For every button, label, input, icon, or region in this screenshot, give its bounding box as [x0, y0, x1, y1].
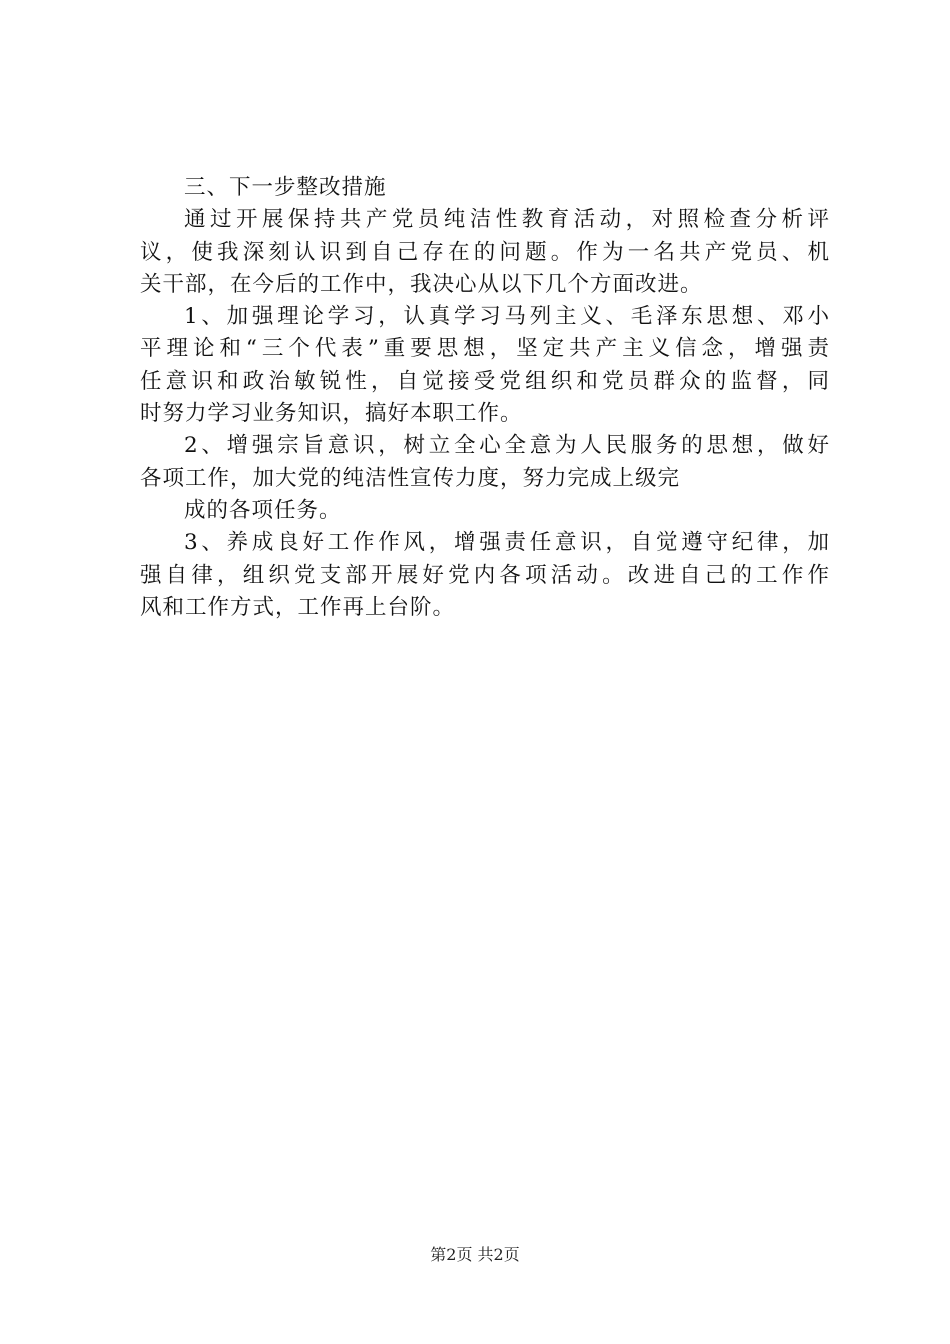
- paragraph-line: 时努力学习业务知识，搞好本职工作。: [140, 401, 523, 427]
- page-footer: [0, 1242, 950, 1265]
- measure-item-2: [140, 430, 830, 527]
- measure-item-3: [140, 527, 830, 624]
- section-heading: 三、下一步整改措施: [184, 175, 387, 200]
- page-number-label: 第2页 共2页: [430, 1245, 520, 1264]
- document-body: [140, 172, 830, 624]
- paragraph-line: 成的各项任务。: [184, 497, 342, 523]
- measure-item-1: [140, 301, 830, 430]
- paragraph-line: 平理论和“三个代表”重要思想，坚定共产主义信念，增强责: [140, 336, 830, 362]
- paragraph-line: 3、养成良好工作作风，增强责任意识，自觉遵守纪律，加: [184, 530, 830, 556]
- paragraph-line: 风和工作方式，工作再上台阶。: [140, 594, 456, 620]
- paragraph-line: 2、增强宗旨意识，树立全心全意为人民服务的思想，做好: [184, 433, 830, 459]
- intro-paragraph: [140, 204, 830, 301]
- paragraph-line: 关干部，在今后的工作中，我决心从以下几个方面改进。: [140, 271, 703, 297]
- paragraph-line: 各项工作，加大党的纯洁性宣传力度，努力完成上级完: [140, 465, 681, 491]
- paragraph-line: 强自律，组织党支部开展好党内各项活动。改进自己的工作作: [140, 562, 830, 588]
- paragraph-line: 议，使我深刻认识到自己存在的问题。作为一名共产党员、机: [140, 239, 830, 265]
- paragraph-line: 通过开展保持共产党员纯洁性教育活动，对照检查分析评: [184, 207, 830, 233]
- paragraph-line: 任意识和政治敏锐性，自觉接受党组织和党员群众的监督，同: [140, 368, 830, 394]
- paragraph-line: 1、加强理论学习，认真学习马列主义、毛泽东思想、邓小: [184, 304, 830, 330]
